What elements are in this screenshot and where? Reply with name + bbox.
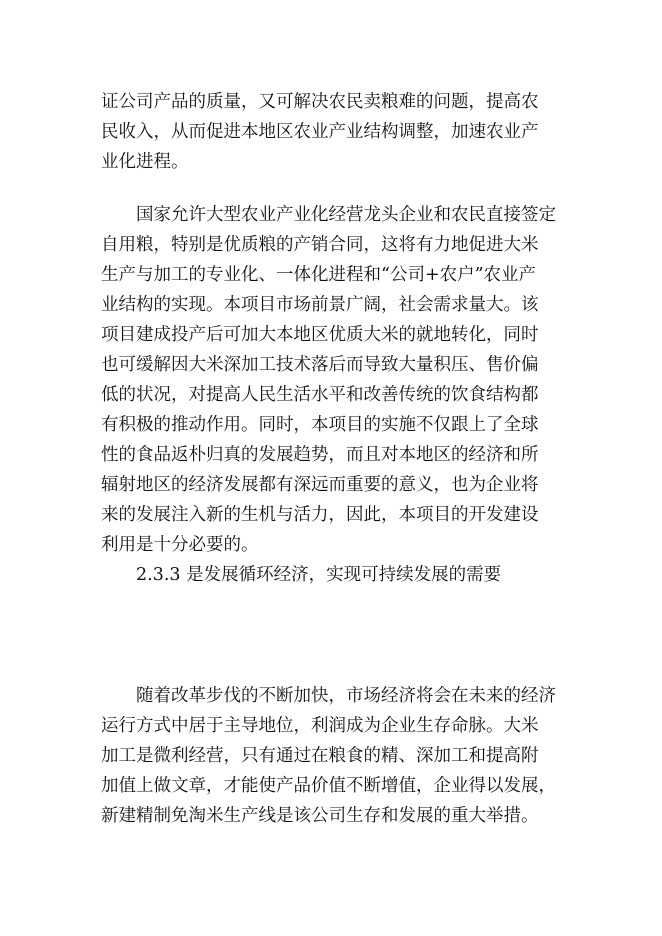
text-line: 加工是微利经营，只有通过在粮食的精、深加工和提高附 — [101, 746, 539, 766]
text-line: 新建精制免淘米生产线是该公司生存和发展的重大举措。 — [101, 806, 539, 826]
text-line: 业结构的实现。本项目市场前景广阔，社会需求量大。该 — [101, 295, 539, 315]
text-line: 来的发展注入新的生机与活力，因此，本项目的开发建设 — [101, 505, 539, 525]
text-line: 自用粮，特别是优质粮的产销合同，这将有力地促进大米 — [101, 235, 539, 255]
text-line: 项目建成投产后可加大本地区优质大米的就地转化，同时 — [101, 325, 539, 345]
text-line: 民收入，从而促进本地区农业产业结构调整，加速农业产 — [101, 122, 539, 142]
text-line: 加值上做文章，才能使产品价值不断增值，企业得以发展， — [101, 776, 556, 796]
text-line: 业化进程。 — [101, 152, 189, 172]
text-line: 也可缓解因大米深加工技术落后而导致大量积压、售价偏 — [101, 355, 539, 375]
text-line: 有积极的推动作用。同时，本项目的实施不仅跟上了全球 — [101, 415, 539, 435]
text-line: 性的食品返朴归真的发展趋势，而且对本地区的经济和所 — [101, 445, 539, 465]
text-line: 利用是十分必要的。 — [101, 535, 259, 555]
text-line: 运行方式中居于主导地位，利润成为企业生存命脉。大米 — [101, 716, 539, 736]
section-heading: 2.3.3 是发展循环经济，实现可持续发展的需要 — [101, 565, 502, 585]
text-line: 国家允许大型农业产业化经营龙头企业和农民直接签定 — [101, 205, 556, 225]
paragraph-2 — [101, 200, 571, 590]
text-line: 证公司产品的质量，又可解决农民卖粮难的问题，提高农 — [101, 92, 539, 112]
paragraph-1 — [101, 87, 571, 177]
paragraph-3 — [101, 681, 571, 831]
text-line: 低的状况，对提高人民生活水平和改善传统的饮食结构都 — [101, 385, 539, 405]
text-line: 生产与加工的专业化、一体化进程和“公司+农户”农业产 — [101, 265, 537, 285]
text-line: 辐射地区的经济发展都有深远而重要的意义，也为企业将 — [101, 475, 539, 495]
text-line: 随着改革步伐的不断加快，市场经济将会在未来的经济 — [101, 686, 556, 706]
